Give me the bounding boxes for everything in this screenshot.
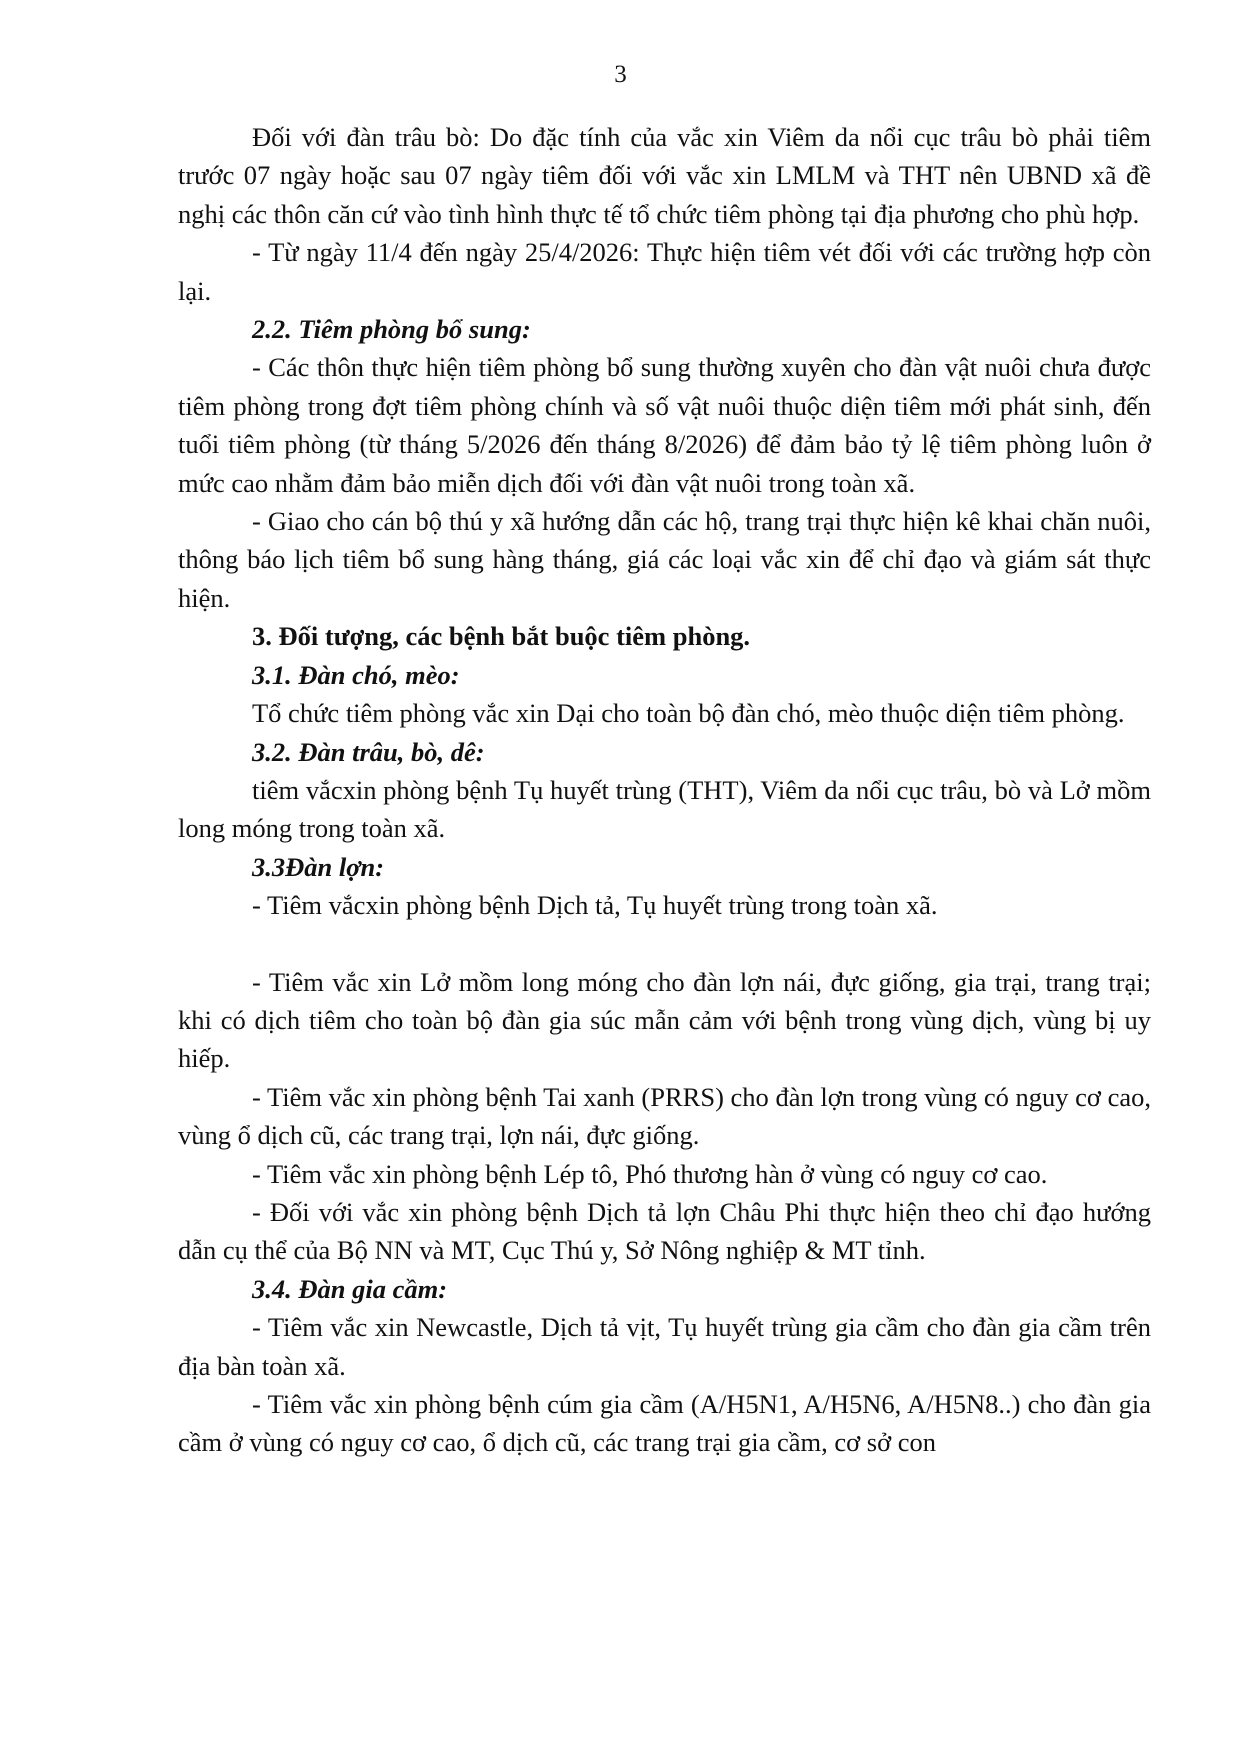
section-heading: 3. Đối tượng, các bệnh bắt buộc tiêm phòng.	[252, 621, 751, 652]
paragraph: - Tiêm vắc xin Lở mồm long móng cho đàn lợn nái, đực giống, gia trại, trang trại; khi có dịch tiêm cho toàn bộ đàn gia súc mẫn cảm với bệnh trong vùng dịch, vùng bị uy hiếp.	[178, 966, 1151, 1074]
paragraph: - Tiêm vắc xin phòng bệnh cúm gia cầm (A/H5N1, A/H5N6, A/H5N8..) cho đàn gia cầm ở vùng có nguy cơ cao, ổ dịch cũ, các trang trại gia cầm, cơ sở con	[178, 1389, 1151, 1458]
section-heading: 3.3Đàn lợn:	[252, 851, 385, 882]
document-body	[178, 118, 1151, 1462]
paragraph: - Từ ngày 11/4 đến ngày 25/4/2026: Thực hiện tiêm vét đối với các trường hợp còn lại.	[178, 237, 1151, 306]
paragraph: tiêm vắcxin phòng bệnh Tụ huyết trùng (THT), Viêm da nổi cục trâu, bò và Lở mồm long móng trong toàn xã.	[178, 774, 1151, 844]
paragraph: Tổ chức tiêm phòng vắc xin Dại cho toàn bộ đàn chó, mèo thuộc diện tiêm phòng.	[252, 698, 1125, 729]
paragraph: Đối với đàn trâu bò: Do đặc tính của vắc xin Viêm da nổi cục trâu bò phải tiêm trước 07 ngày hoặc sau 07 ngày tiêm đối với vắc xin LMLM và THT nên UBND xã đề nghị các thôn căn cứ vào tình hình thực tế tổ chức tiêm phòng tại địa phương cho phù hợp.	[178, 122, 1151, 229]
section-heading: 3.2. Đàn trâu, bò, dê:	[252, 736, 485, 767]
section-heading: 3.4. Đàn gia cầm:	[252, 1273, 448, 1304]
section-heading: 2.2. Tiêm phòng bổ sung:	[252, 314, 531, 345]
page-number: 3	[614, 61, 627, 88]
paragraph: - Tiêm vắc xin phòng bệnh Tai xanh (PRRS) cho đàn lợn trong vùng có nguy cơ cao, vùng ổ dịch cũ, các trang trại, lợn nái, đực giống.	[178, 1081, 1151, 1151]
paragraph: - Tiêm vắc xin phòng bệnh Lép tô, Phó thương hàn ở vùng có nguy cơ cao.	[252, 1158, 1048, 1189]
paragraph: - Các thôn thực hiện tiêm phòng bổ sung thường xuyên cho đàn vật nuôi chưa được tiêm phòng trong đợt tiêm phòng chính và số vật nuôi thuộc diện tiêm mới phát sinh, đến tuổi tiêm phòng (từ tháng 5/2026 đến tháng 8/2026) để đảm bảo tỷ lệ tiêm phòng luôn ở mức cao nhằm đảm bảo miễn dịch đối với đàn vật nuôi trong toàn xã.	[178, 352, 1151, 498]
paragraph: - Đối với vắc xin phòng bệnh Dịch tả lợn Châu Phi thực hiện theo chỉ đạo hướng dẫn cụ thể của Bộ NN và MT, Cục Thú y, Sở Nông nghiệp & MT tỉnh.	[178, 1196, 1151, 1266]
paragraph: - Giao cho cán bộ thú y xã hướng dẫn các hộ, trang trại thực hiện kê khai chăn nuôi, thông báo lịch tiêm bổ sung hàng tháng, giá các loại vắc xin để chỉ đạo và giám sát thực hiện.	[178, 506, 1151, 613]
section-heading: 3.1. Đàn chó, mèo:	[252, 659, 460, 690]
blank-line	[178, 925, 1151, 963]
paragraph: - Tiêm vắc xin Newcastle, Dịch tả vịt, Tụ huyết trùng gia cầm cho đàn gia cầm trên địa bàn toàn xã.	[178, 1312, 1151, 1381]
paragraph: - Tiêm vắcxin phòng bệnh Dịch tả, Tụ huyết trùng trong toàn xã.	[252, 890, 938, 921]
